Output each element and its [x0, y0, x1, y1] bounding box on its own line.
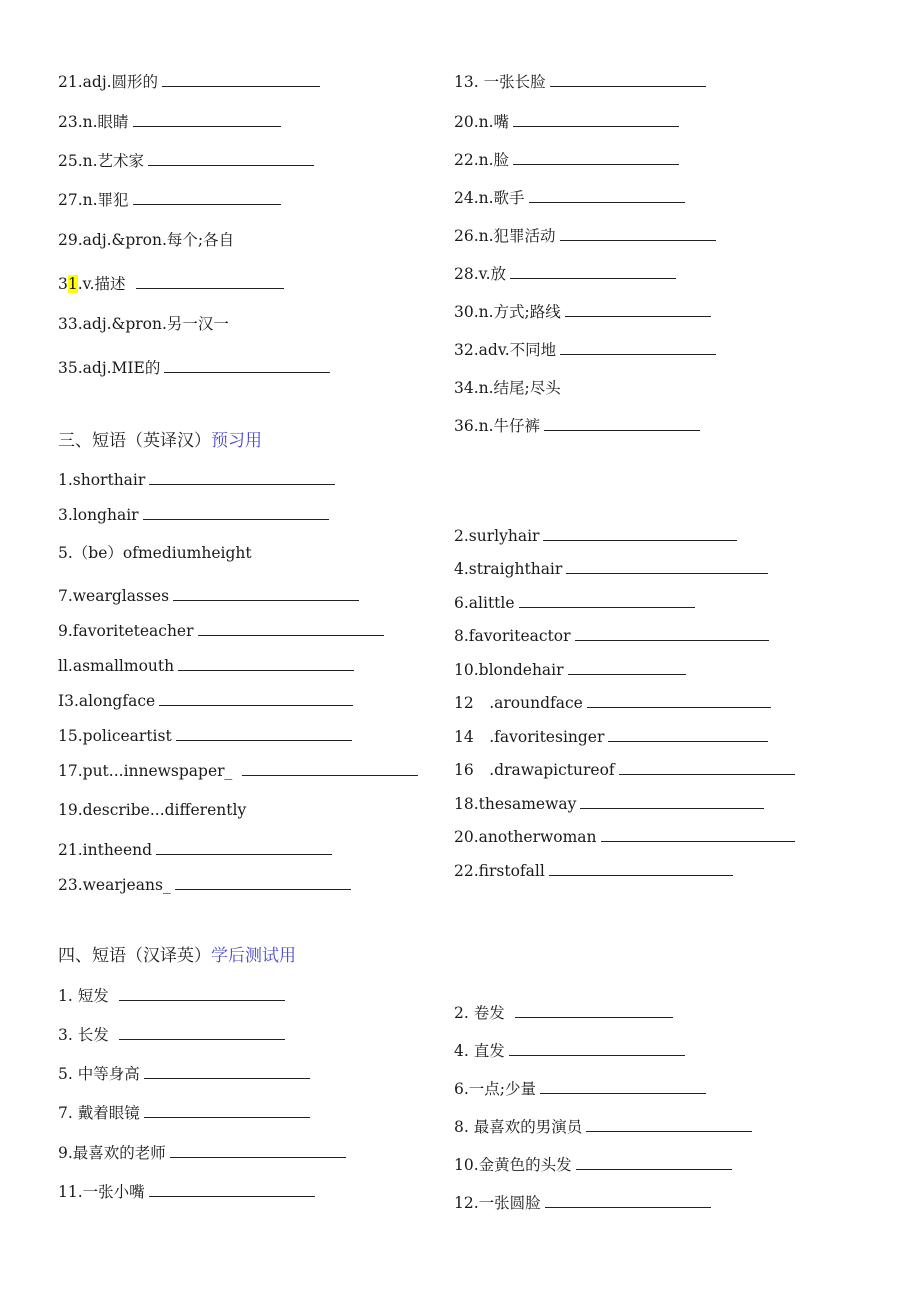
answer-blank[interactable]: [619, 760, 795, 775]
phrase-item: 8. 最喜欢的男演员: [454, 1117, 752, 1137]
phrase-item: ll.asmallmouth: [58, 656, 354, 676]
highlight-mark: 1: [67, 275, 78, 293]
phrase-item: 23.wearjeans_: [58, 875, 351, 895]
phrase-item: 5.（be）ofmediumheight: [58, 544, 252, 562]
phrase-item: 9.最喜欢的老师: [58, 1143, 346, 1163]
answer-blank[interactable]: [515, 1003, 673, 1018]
phrase-item: 9.favoriteteacher: [58, 621, 384, 641]
vocab-item: 13. 一张长脸: [454, 72, 706, 92]
vocab-item: 35.adj.MIE的: [58, 358, 330, 378]
answer-blank[interactable]: [566, 559, 768, 574]
phrase-item: 2.surlyhair: [454, 526, 737, 546]
vocab-item: 29.adj.&pron.每个;各自: [58, 231, 235, 249]
phrase-item: 2. 卷发: [454, 1003, 673, 1023]
vocab-item: 27.n.罪犯: [58, 190, 281, 210]
vocab-item: 22.n.脸: [454, 150, 679, 170]
vocab-item: 34.n.结尾;尽头: [454, 379, 561, 397]
phrase-item: 10.blondehair: [454, 660, 686, 680]
answer-blank[interactable]: [560, 340, 716, 355]
answer-blank[interactable]: [540, 1079, 706, 1094]
phrase-item: 18.thesameway: [454, 794, 764, 814]
answer-blank[interactable]: [159, 691, 353, 706]
answer-blank[interactable]: [149, 470, 335, 485]
vocab-item: 32.adv.不同地: [454, 340, 716, 360]
answer-blank[interactable]: [144, 1064, 310, 1079]
answer-blank[interactable]: [560, 226, 716, 241]
answer-blank[interactable]: [173, 586, 359, 601]
answer-blank[interactable]: [133, 112, 281, 127]
answer-blank[interactable]: [136, 274, 284, 289]
answer-blank[interactable]: [608, 727, 768, 742]
phrase-item: 12.一张圆脸: [454, 1193, 711, 1213]
vocab-item: 26.n.犯罪活动: [454, 226, 716, 246]
phrase-item: 8.favoriteactor: [454, 626, 769, 646]
answer-blank[interactable]: [549, 861, 733, 876]
phrase-item: 5. 中等身高: [58, 1064, 310, 1084]
answer-blank[interactable]: [198, 621, 384, 636]
phrase-item: 15.policeartist: [58, 726, 352, 746]
answer-blank[interactable]: [156, 840, 332, 855]
vocab-item: 33.adj.&pron.另一汉一: [58, 315, 229, 333]
answer-blank[interactable]: [513, 150, 679, 165]
answer-blank[interactable]: [164, 358, 330, 373]
phrase-item: 4. 直发: [454, 1041, 685, 1061]
answer-blank[interactable]: [133, 190, 281, 205]
vocab-item: 25.n.艺术家: [58, 151, 314, 171]
phrase-item: 7.wearglasses: [58, 586, 359, 606]
phrase-item: 19.describe...differently: [58, 801, 247, 819]
answer-blank[interactable]: [509, 1041, 685, 1056]
section-heading: 三、短语（英译汉）预习用: [58, 431, 262, 451]
answer-blank[interactable]: [162, 72, 320, 87]
phrase-item: 3.longhair: [58, 505, 329, 525]
answer-blank[interactable]: [119, 986, 285, 1001]
vocab-item: 36.n.牛仔裤: [454, 416, 700, 436]
vocab-item: 24.n.歌手: [454, 188, 685, 208]
vocab-item: 23.n.眼睛: [58, 112, 281, 132]
answer-blank[interactable]: [601, 827, 795, 842]
answer-blank[interactable]: [550, 72, 706, 87]
answer-blank[interactable]: [543, 526, 737, 541]
phrase-item: 3. 长发: [58, 1025, 285, 1045]
vocab-item: 21.adj.圆形的: [58, 72, 320, 92]
phrase-item: I3.alongface: [58, 691, 353, 711]
answer-blank[interactable]: [143, 505, 329, 520]
answer-blank[interactable]: [149, 1182, 315, 1197]
phrase-item: 21.intheend: [58, 840, 332, 860]
answer-blank[interactable]: [175, 875, 351, 890]
answer-blank[interactable]: [568, 660, 686, 675]
answer-blank[interactable]: [178, 656, 354, 671]
vocab-item: 28.v.放: [454, 264, 676, 284]
phrase-item: 6.alittle: [454, 593, 695, 613]
phrase-item: 4.straighthair: [454, 559, 768, 579]
phrase-item: 1.shorthair: [58, 470, 335, 490]
vocab-item: 30.n.方式;路线: [454, 302, 711, 322]
phrase-item: 22.firstofall: [454, 861, 733, 881]
answer-blank[interactable]: [510, 264, 676, 279]
phrase-item: 10.金黄色的头发: [454, 1155, 732, 1175]
phrase-item: 11.一张小嘴: [58, 1182, 315, 1202]
answer-blank[interactable]: [170, 1143, 346, 1158]
answer-blank[interactable]: [565, 302, 711, 317]
phrase-item: 20.anotherwoman: [454, 827, 795, 847]
phrase-item: 6.一点;少量: [454, 1079, 706, 1099]
vocab-item: 31.v.描述: [58, 274, 284, 294]
section-note: 学后测试用: [211, 946, 296, 966]
answer-blank[interactable]: [545, 1193, 711, 1208]
answer-blank[interactable]: [144, 1103, 310, 1118]
phrase-item: 16 .drawapictureof: [454, 760, 795, 780]
phrase-item: 17.put...innewspaper_: [58, 761, 418, 781]
phrase-item: 14 .favoritesinger: [454, 727, 768, 747]
answer-blank[interactable]: [529, 188, 685, 203]
section-heading: 四、短语（汉译英）学后测试用: [58, 946, 296, 966]
answer-blank[interactable]: [148, 151, 314, 166]
answer-blank[interactable]: [586, 1117, 752, 1132]
section-note: 预习用: [211, 431, 262, 451]
answer-blank[interactable]: [513, 112, 679, 127]
answer-blank[interactable]: [580, 794, 764, 809]
answer-blank[interactable]: [519, 593, 695, 608]
answer-blank[interactable]: [176, 726, 352, 741]
phrase-item: 7. 戴着眼镜: [58, 1103, 310, 1123]
answer-blank[interactable]: [587, 693, 771, 708]
vocab-item: 20.n.嘴: [454, 112, 679, 132]
answer-blank[interactable]: [544, 416, 700, 431]
answer-blank[interactable]: [242, 761, 418, 776]
phrase-item: 12 .aroundface: [454, 693, 771, 713]
answer-blank[interactable]: [119, 1025, 285, 1040]
answer-blank[interactable]: [576, 1155, 732, 1170]
answer-blank[interactable]: [575, 626, 769, 641]
phrase-item: 1. 短发: [58, 986, 285, 1006]
